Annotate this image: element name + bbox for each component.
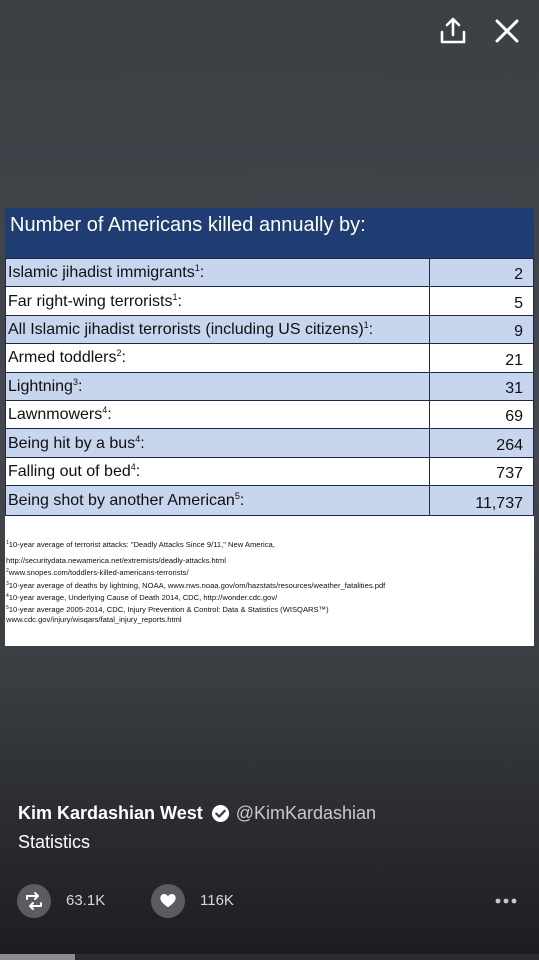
footnote-line	[6, 603, 534, 615]
table-row	[6, 287, 534, 315]
row-label-text: All Islamic jihadist terrorists (including US citizens)	[8, 320, 364, 338]
row-value: 31	[430, 372, 534, 400]
table-row	[6, 259, 534, 287]
footnote-line	[6, 615, 534, 625]
viewer-top-bar	[0, 0, 539, 64]
share-button[interactable]	[436, 14, 470, 48]
row-label: Lightning$^3$:	[6, 372, 430, 400]
footnote-line	[6, 538, 534, 550]
row-label-text: Far right-wing terrorists	[8, 292, 173, 310]
footnote-text: 10-year average of terrorist attacks: "Deadly Attacks Since 9/11," New America,	[8, 540, 275, 549]
retweet-count: 63.1K	[66, 892, 106, 909]
image-title: Number of Americans killed annually by:	[5, 208, 534, 258]
row-value: 737	[430, 457, 534, 485]
row-value: 2	[430, 259, 534, 287]
row-value: 69	[430, 400, 534, 428]
row-label-text: Armed toddlers	[8, 349, 117, 367]
footnote-ref: 5	[234, 491, 240, 502]
row-value: 21	[430, 344, 534, 372]
table-row	[6, 315, 534, 343]
tweet-text: Statistics	[18, 832, 91, 852]
footnote-text: www.cdc.gov/injury/wisqars/fatal_injury_reports.html	[6, 615, 182, 625]
row-label-text: Being hit by a bus	[8, 434, 136, 452]
row-label: Being shot by another American$^5$:	[6, 486, 430, 516]
tweet-image[interactable]	[5, 208, 534, 646]
tweet-actions	[0, 884, 539, 920]
stats-table	[5, 258, 534, 516]
row-label: Being hit by a bus$^4$:	[6, 429, 430, 457]
footnote-ref: 1	[194, 263, 200, 274]
share-icon	[436, 14, 470, 48]
footnote-ref: 1	[172, 291, 178, 302]
verified-badge-icon	[211, 804, 230, 823]
table-row	[6, 344, 534, 372]
footnote-number: 3	[6, 580, 9, 587]
row-label-text: Islamic jihadist immigrants	[8, 264, 195, 282]
heart-icon	[159, 892, 177, 910]
row-label-text: Falling out of bed	[8, 462, 131, 480]
progress-fill	[0, 954, 75, 960]
video-progress-bar[interactable]	[0, 954, 539, 960]
row-label: Islamic jihadist immigrants$^1$:	[6, 259, 430, 287]
footnote-text: 10-year average 2005-2014, CDC, Injury Prevention & Control: Data & Statistics (WISQARS™)	[8, 605, 329, 615]
like-button[interactable]	[151, 884, 185, 918]
row-label: Falling out of bed$^4$:	[6, 457, 430, 485]
close-button[interactable]	[490, 14, 524, 48]
row-label-text: Lightning	[8, 377, 73, 395]
row-value: 11,737	[430, 486, 534, 516]
footnote-line	[6, 566, 534, 578]
footnote-ref: 3	[72, 376, 78, 387]
retweet-button[interactable]	[17, 884, 51, 918]
table-row	[6, 486, 534, 516]
table-row	[6, 457, 534, 485]
row-label: Lawnmowers$^4$:	[6, 400, 430, 428]
retweet-icon	[24, 891, 44, 911]
footnote-line	[6, 591, 534, 603]
like-count: 116K	[200, 892, 234, 909]
row-value: 264	[430, 429, 534, 457]
more-button[interactable]	[494, 893, 518, 909]
footnote-text: 10-year average, Underlying Cause of Death 2014, CDC, http://wonder.cdc.gov/	[8, 592, 278, 602]
close-icon	[490, 14, 524, 48]
footnote-text: http://securitydata.newamerica.net/extremists/deadly-attacks.html	[6, 556, 226, 566]
footnotes	[5, 538, 534, 625]
row-value: 5	[430, 287, 534, 315]
footnote-text: www.snopes.com/toddlers-killed-americans-terrorists/	[8, 568, 189, 578]
footnote-ref: 2	[116, 348, 122, 359]
row-value: 9	[430, 315, 534, 343]
footnote-ref: 4	[102, 405, 108, 416]
tweet-author[interactable]	[18, 800, 376, 826]
table-row	[6, 429, 534, 457]
footnote-number: 5	[6, 605, 9, 612]
table-row	[6, 400, 534, 428]
row-label: Far right-wing terrorists$^1$:	[6, 287, 430, 315]
row-label-text: Being shot by another American	[8, 492, 235, 510]
footnote-line	[6, 579, 534, 591]
footnote-number: 1	[6, 540, 9, 546]
footnote-number: 4	[6, 592, 9, 599]
more-icon	[494, 893, 518, 909]
row-label-text: Lawnmowers	[8, 406, 103, 424]
footnote-ref: 1	[363, 319, 369, 330]
footnote-text: 10-year average of deaths by lightning, NOAA, www.nws.noaa.gov/om/hazstats/resources/weather_fatalities.pdf	[8, 580, 386, 590]
author-handle[interactable]: @KimKardashian	[235, 802, 377, 823]
footnote-ref: 4	[130, 461, 136, 472]
footnote-line	[6, 556, 534, 566]
table-row	[6, 372, 534, 400]
footnote-ref: 4	[135, 433, 141, 444]
row-label: All Islamic jihadist terrorists (including US citizens)$^1$:	[6, 315, 430, 343]
author-name[interactable]: Kim Kardashian West	[18, 802, 203, 823]
footnote-number: 2	[6, 568, 9, 575]
row-label: Armed toddlers$^2$:	[6, 344, 430, 372]
